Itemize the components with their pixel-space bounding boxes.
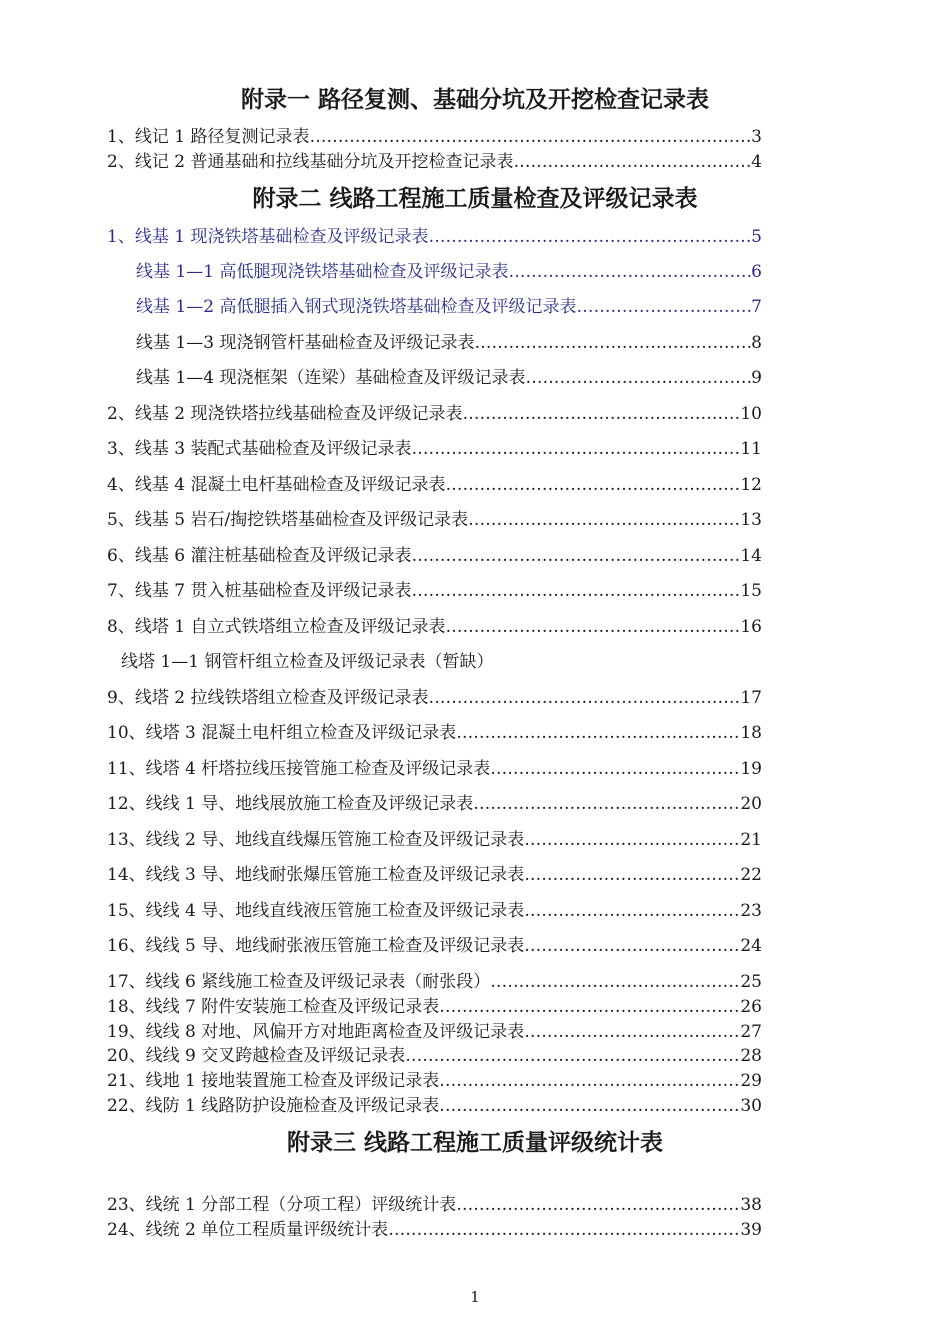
toc-entry[interactable] [136, 366, 762, 390]
toc-entry-page: 19 [740, 759, 762, 779]
toc-entry[interactable] [107, 757, 762, 781]
toc-leader [439, 995, 740, 1019]
toc-entry-page: 24 [740, 936, 762, 956]
toc-entry-title: 15、线线 4 导、地线直线液压管施工检查及评级记录表 [107, 901, 525, 921]
toc-entry-title: 9、线塔 2 拉线铁塔组立检查及评级记录表 [107, 688, 429, 708]
toc-entry-page: 27 [740, 1022, 762, 1042]
toc-entry[interactable] [107, 1094, 762, 1118]
toc-entry-page: 10 [740, 404, 762, 424]
toc-entry-title: 2、线记 2 普通基础和拉线基础分坑及开挖检查记录表 [107, 152, 514, 172]
toc-entry-title: 1、线基 1 现浇铁塔基础检查及评级记录表 [107, 227, 429, 247]
toc-entry-title: 线基 1—4 现浇框架（连梁）基础检查及评级记录表 [136, 368, 526, 388]
toc-entry-page: 28 [740, 1046, 762, 1066]
toc-entry-page: 22 [740, 865, 762, 885]
toc-leader [456, 721, 740, 745]
toc-entry-title: 10、线塔 3 混凝土电杆组立检查及评级记录表 [107, 723, 457, 743]
toc-entry-page: 21 [740, 830, 762, 850]
toc-entry-title: 20、线线 9 交叉跨越检查及评级记录表 [107, 1046, 406, 1066]
toc-leader [490, 970, 740, 994]
toc-leader [576, 295, 751, 319]
toc-leader [490, 757, 740, 781]
appendix-3-heading: 附录三 线路工程施工质量评级统计表 [286, 1129, 663, 1156]
toc-leader [468, 508, 740, 532]
toc-entry-title: 13、线线 2 导、地线直线爆压管施工检查及评级记录表 [107, 830, 525, 850]
toc-entry-page: 13 [740, 510, 762, 530]
toc-entry-title: 11、线塔 4 杆塔拉线压接管施工检查及评级记录表 [107, 759, 491, 779]
toc-entry-title: 线基 1—1 高低腿现浇铁塔基础检查及评级记录表 [136, 262, 509, 282]
toc-entry[interactable] [107, 1218, 762, 1242]
toc-entry-title: 22、线防 1 线路防护设施检查及评级记录表 [107, 1096, 440, 1116]
toc-entry[interactable] [107, 544, 762, 568]
toc-entry[interactable] [107, 1193, 762, 1217]
appendix-1-heading: 附录一 路径复测、基础分坑及开挖检查记录表 [240, 86, 709, 113]
toc-leader [411, 544, 740, 568]
toc-entry[interactable] [107, 579, 762, 603]
toc-entry-title: 5、线基 5 岩石/掏挖铁塔基础检查及评级记录表 [107, 510, 469, 530]
toc-entry-page: 5 [751, 227, 762, 247]
toc-leader [456, 1193, 740, 1217]
toc-entry[interactable] [107, 225, 762, 249]
toc-entry-page: 38 [740, 1195, 762, 1215]
toc-entry[interactable] [107, 473, 762, 497]
toc-entry-page: 23 [740, 901, 762, 921]
toc-entry[interactable] [136, 260, 762, 284]
toc-entry-title: 8、线塔 1 自立式铁塔组立检查及评级记录表 [107, 617, 446, 637]
toc-entry[interactable] [107, 792, 762, 816]
toc-leader [524, 934, 740, 958]
toc-entry[interactable] [107, 508, 762, 532]
toc-entry[interactable] [107, 402, 762, 426]
toc-entry-title: 1、线记 1 路径复测记录表 [107, 127, 310, 147]
toc-entry-page: 20 [740, 794, 762, 814]
toc-entry[interactable] [107, 863, 762, 887]
toc-entry-page: 9 [751, 368, 762, 388]
toc-entry-title: 线塔 1—1 钢管杆组立检查及评级记录表（暂缺） [121, 652, 494, 672]
toc-leader [474, 331, 751, 355]
toc-leader [411, 437, 740, 461]
toc-entry[interactable] [107, 995, 762, 1019]
toc-entry-page: 29 [740, 1071, 762, 1091]
toc-entry[interactable] [107, 150, 762, 174]
toc-entry[interactable] [136, 295, 762, 319]
toc-entry-title: 14、线线 3 导、地线耐张爆压管施工检查及评级记录表 [107, 865, 525, 885]
toc-entry[interactable] [107, 1020, 762, 1044]
toc-entry-page: 39 [740, 1220, 762, 1240]
toc-entry-title: 21、线地 1 接地装置施工检查及评级记录表 [107, 1071, 440, 1091]
toc-entry-title: 线基 1—2 高低腿插入钢式现浇铁塔基础检查及评级记录表 [136, 297, 577, 317]
toc-entry[interactable] [107, 437, 762, 461]
toc-leader [524, 863, 740, 887]
toc-entry-page: 6 [751, 262, 762, 282]
toc-entry[interactable] [107, 828, 762, 852]
toc-entry-page: 12 [740, 475, 762, 495]
toc-leader [439, 1069, 740, 1093]
toc-entry-title: 23、线统 1 分部工程（分项工程）评级统计表 [107, 1195, 457, 1215]
toc-entry-page: 26 [740, 997, 762, 1017]
toc-leader [388, 1218, 740, 1242]
toc-leader [405, 1044, 740, 1068]
toc-leader [445, 615, 740, 639]
toc-entry-title: 18、线线 7 附件安装施工检查及评级记录表 [107, 997, 440, 1017]
toc-entry-title: 2、线基 2 现浇铁塔拉线基础检查及评级记录表 [107, 404, 463, 424]
toc-entry-title: 7、线基 7 贯入桩基础检查及评级记录表 [107, 581, 412, 601]
toc-entry[interactable] [107, 970, 762, 994]
toc-entry[interactable] [136, 331, 762, 355]
toc-leader [445, 473, 740, 497]
toc-entry-title: 6、线基 6 灌注桩基础检查及评级记录表 [107, 546, 412, 566]
toc-entry-page: 11 [740, 439, 762, 459]
toc-entry-page: 8 [751, 333, 762, 353]
toc-leader [508, 260, 751, 284]
toc-leader [513, 150, 751, 174]
toc-entry-title: 线基 1—3 现浇钢管杆基础检查及评级记录表 [136, 333, 475, 353]
toc-entry-page: 15 [740, 581, 762, 601]
toc-entry-page: 14 [740, 546, 762, 566]
toc-entry-page: 3 [751, 127, 762, 147]
toc-leader [428, 225, 751, 249]
toc-entry-page: 7 [751, 297, 762, 317]
appendix-2-heading: 附录二 线路工程施工质量检查及评级记录表 [252, 185, 698, 212]
toc-entry-title: 3、线基 3 装配式基础检查及评级记录表 [107, 439, 412, 459]
toc-entry[interactable] [107, 721, 762, 745]
toc-leader [524, 828, 740, 852]
toc-entry-title: 12、线线 1 导、地线展放施工检查及评级记录表 [107, 794, 474, 814]
toc-entry[interactable] [107, 934, 762, 958]
toc-leader [411, 579, 740, 603]
toc-leader [439, 1094, 740, 1118]
toc-entry-title: 16、线线 5 导、地线耐张液压管施工检查及评级记录表 [107, 936, 525, 956]
toc-entry-page: 4 [751, 152, 762, 172]
toc-leader [309, 125, 751, 149]
toc-entry[interactable] [107, 1069, 762, 1093]
toc-entry[interactable] [107, 1044, 762, 1068]
toc-entry[interactable] [107, 125, 762, 149]
toc-entry-no-page[interactable] [121, 650, 776, 674]
toc-entry-page: 18 [740, 723, 762, 743]
toc-leader [473, 792, 740, 816]
toc-entry-title: 4、线基 4 混凝土电杆基础检查及评级记录表 [107, 475, 446, 495]
toc-entry-page: 17 [740, 688, 762, 708]
toc-entry-title: 24、线统 2 单位工程质量评级统计表 [107, 1220, 389, 1240]
toc-entry-page: 30 [740, 1096, 762, 1116]
toc-leader [428, 686, 740, 710]
toc-entry[interactable] [107, 615, 762, 639]
page-number: 1 [470, 1288, 480, 1306]
toc-entry[interactable] [107, 686, 762, 710]
toc-entry-page: 16 [740, 617, 762, 637]
toc-leader [524, 899, 740, 923]
toc-entry-title: 19、线线 8 对地、风偏开方对地距离检查及评级记录表 [107, 1022, 525, 1042]
toc-leader [524, 1020, 740, 1044]
toc-entry-page: 25 [740, 972, 762, 992]
toc-leader [525, 366, 751, 390]
toc-leader [462, 402, 740, 426]
toc-entry-title: 17、线线 6 紧线施工检查及评级记录表（耐张段） [107, 972, 491, 992]
toc-entry[interactable] [107, 899, 762, 923]
